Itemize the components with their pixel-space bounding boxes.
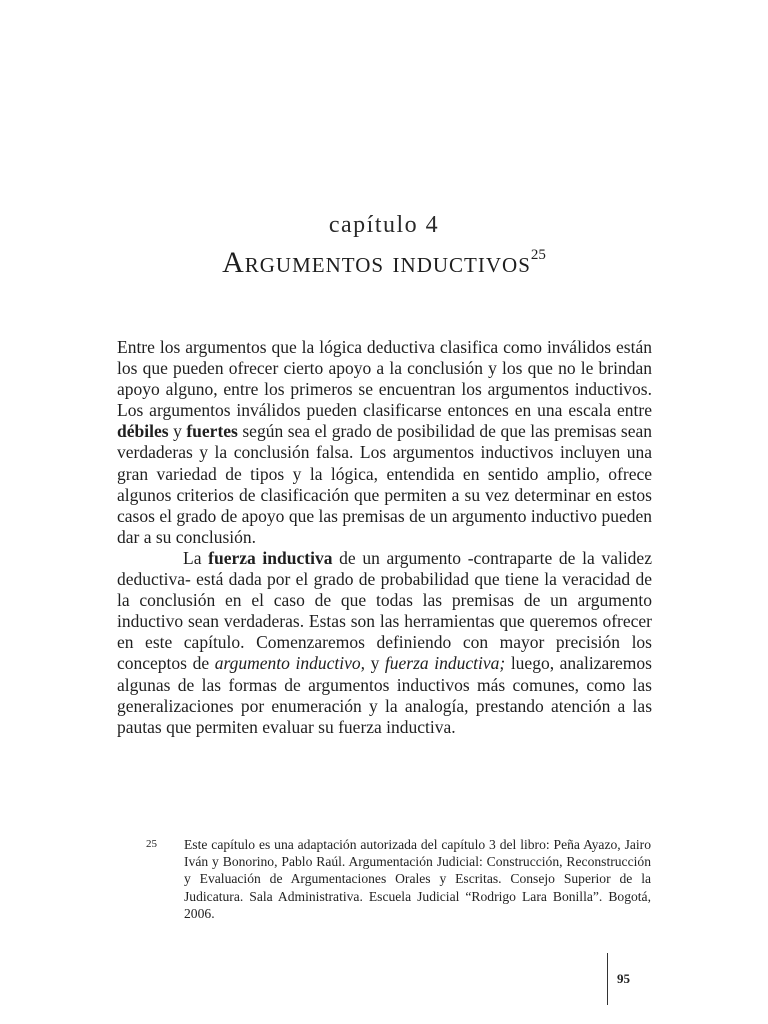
term-argumento-inductivo: argumento inductivo, <box>214 653 365 674</box>
term-fuerza-inductiva-italic: fuerza inductiva; <box>384 653 506 674</box>
page-number: 95 <box>617 971 630 986</box>
paragraph-1-text-a: Entre los argumentos que la lógica deductiva clasifica como inválidos están los que pueden ofrecer cierto apoyo a la conclusión y los que no le brindan apoyo alguno, entre los primeros se encuentran los argumentos inductivos. Los argumentos inválidos pueden clasificarse entonces en una escala entre <box>117 337 652 421</box>
paragraph-1 <box>117 337 652 548</box>
chapter-title-text: Argumentos inductivos <box>222 246 531 279</box>
footnote-reference: 25 <box>530 247 546 263</box>
paragraph-1-text-b: y <box>168 421 187 442</box>
paragraph-2 <box>117 548 652 738</box>
term-fuertes: fuertes <box>186 421 238 442</box>
paragraph-2-text-b: de un argumento -contraparte de la validez deductiva- está dada por el grado de probabilidad que tiene la veracidad de la conclusión en el caso de que todas las premisas de un argumento inductivo sean verdaderas. Estas son las herramientas que queremos ofrecer en este capítulo. Comenzaremos definiendo con mayor precisión los conceptos de <box>117 547 652 674</box>
body-text <box>117 337 652 738</box>
term-debiles: débiles <box>117 421 169 442</box>
term-fuerza-inductiva: fuerza inductiva <box>208 547 333 568</box>
footnote-text: Este capítulo es una adaptación autorizada del capítulo 3 del libro: Peña Ayazo, Jairo Iván y Bonorino, Pablo Raúl. Argumentación Judicial: Construcción, Reconstrucción y Evaluación de Argumentaciones Orales y Escritas. Consejo Superior de la Judicatura. Sala Administrativa. Escuela Judicial “Rodrigo Lara Bonilla”. Bogotá, 2006. <box>184 837 651 921</box>
chapter-label: capítulo 4 <box>328 212 440 238</box>
paragraph-2-text-a: La <box>183 547 209 568</box>
page-number-divider <box>607 953 608 1005</box>
footnote <box>146 836 651 922</box>
paragraph-2-text-c: y <box>364 653 385 674</box>
footnote-number: 25 <box>146 838 157 850</box>
paragraph-2-text-d: luego, analizaremos algunas de las formas de argumentos inductivos más comunes, como las generalizaciones por enumeración y la analogía, prestando atención a las pautas que permiten evaluar su fuerza inductiva. <box>117 653 652 737</box>
chapter-title <box>0 246 768 280</box>
paragraph-1-text-c: según sea el grado de posibilidad de que las premisas sean verdaderas y la conclusión falsa. Los argumentos inductivos incluyen una gran variedad de tipos y la lógica, entendida en sentido amplio, ofrece algunos criterios de clasificación que permiten a su vez determinar en estos casos el grado de apoyo que las premisas de un argumento inductivo pueden dar a su conclusión. <box>117 421 653 547</box>
